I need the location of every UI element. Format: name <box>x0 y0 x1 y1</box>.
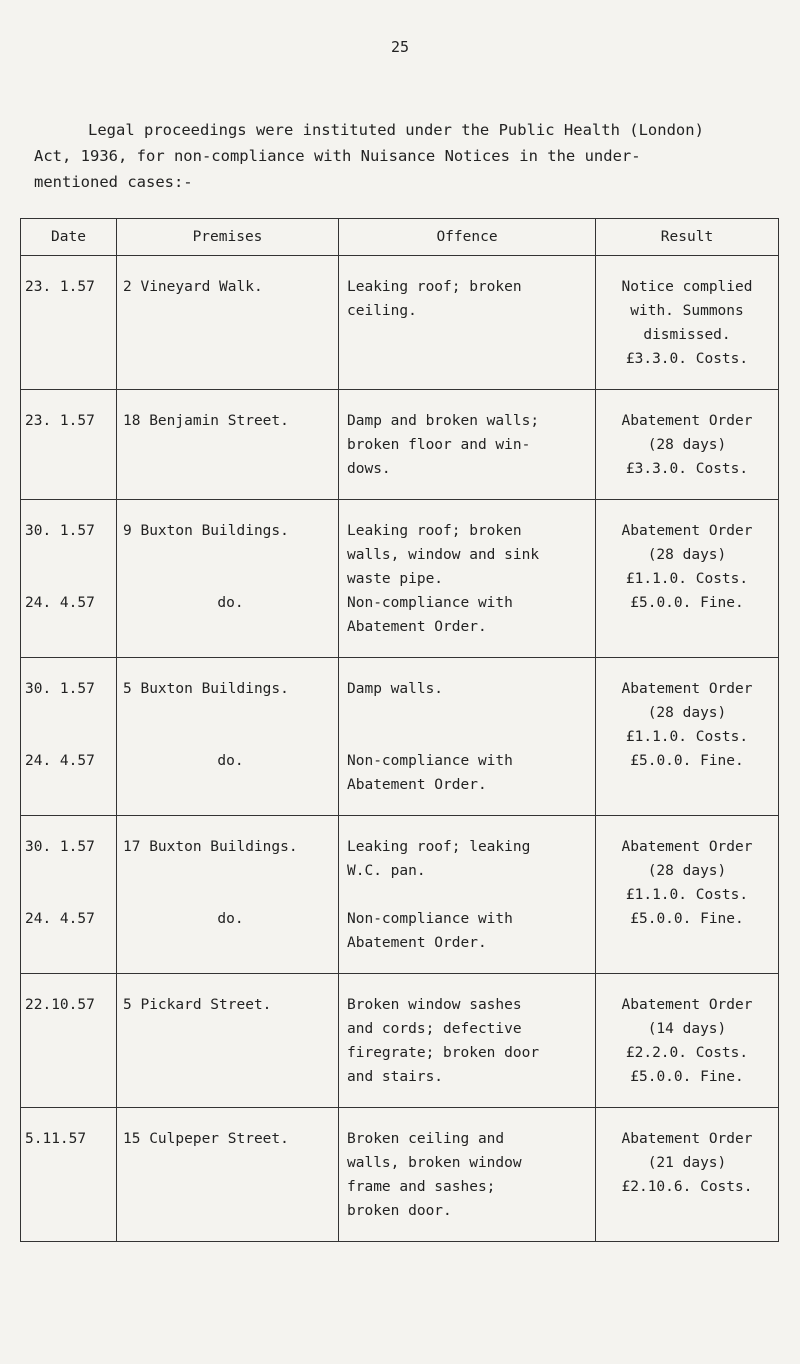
result-text: Abatement Order <box>621 413 753 429</box>
blank-line <box>123 859 338 883</box>
offence-text: Abatement Order. <box>347 619 487 635</box>
result-text: £5.0.0. Fine. <box>630 1069 744 1085</box>
table-row <box>21 390 779 500</box>
cell-premises <box>117 658 339 816</box>
legal-proceedings-table <box>20 218 779 1242</box>
offence-text: and stairs. <box>347 1069 444 1085</box>
date-text: 23. 1.57 <box>25 413 95 429</box>
date-text: 30. 1.57 <box>25 681 95 697</box>
cell-premises <box>117 500 339 658</box>
offence-text: Leaking roof; leaking <box>347 839 531 855</box>
table-row <box>21 816 779 974</box>
cell-date <box>21 974 117 1108</box>
cell-offence <box>339 974 596 1108</box>
premises-text: 15 Culpeper Street. <box>123 1131 289 1147</box>
cell-result <box>596 390 779 500</box>
result-text: dismissed. <box>643 327 731 343</box>
blank-line <box>347 701 589 725</box>
intro-line: Act, 1936, for non-compliance with Nuisance Notices in the under- <box>34 147 641 165</box>
offence-text: dows. <box>347 461 391 477</box>
blank-line <box>25 859 116 883</box>
premises-text: do. <box>217 753 244 769</box>
result-text: £1.1.0. Costs. <box>625 571 749 587</box>
result-text: £3.3.0. Costs. <box>625 351 749 367</box>
result-text: £5.0.0. Fine. <box>630 911 744 927</box>
result-text: £1.1.0. Costs. <box>625 887 749 903</box>
result-text: (28 days) <box>647 863 727 879</box>
premises-text: 5 Buxton Buildings. <box>123 681 289 697</box>
result-text: £5.0.0. Fine. <box>630 753 744 769</box>
offence-text: Non-compliance with <box>347 753 513 769</box>
cell-result <box>596 1108 779 1242</box>
result-text: (28 days) <box>647 437 727 453</box>
premises-text: 2 Vineyard Walk. <box>123 279 263 295</box>
blank-line <box>25 567 116 591</box>
cell-offence <box>339 256 596 390</box>
result-text: with. Summons <box>630 303 744 319</box>
cell-premises <box>117 256 339 390</box>
offence-text: Leaking roof; broken <box>347 523 522 539</box>
offence-text: and cords; defective <box>347 1021 522 1037</box>
blank-line <box>25 543 116 567</box>
date-text: 30. 1.57 <box>25 523 95 539</box>
cell-premises <box>117 1108 339 1242</box>
header-date: Date <box>21 219 117 256</box>
premises-text: do. <box>217 595 244 611</box>
result-text: Abatement Order <box>621 997 753 1013</box>
offence-text: walls, window and sink <box>347 547 540 563</box>
intro-line: mentioned cases:- <box>34 173 193 191</box>
header-premises: Premises <box>117 219 339 256</box>
cell-date <box>21 500 117 658</box>
cell-date <box>21 390 117 500</box>
premises-text: 9 Buxton Buildings. <box>123 523 289 539</box>
premises-text: 5 Pickard Street. <box>123 997 272 1013</box>
result-text: £1.1.0. Costs. <box>625 729 749 745</box>
offence-text: Non-compliance with <box>347 911 513 927</box>
cell-premises <box>117 390 339 500</box>
date-text: 24. 4.57 <box>25 595 95 611</box>
cell-offence <box>339 658 596 816</box>
result-text: (28 days) <box>647 705 727 721</box>
offence-text: Non-compliance with <box>347 595 513 611</box>
cell-offence <box>339 390 596 500</box>
offence-text: frame and sashes; <box>347 1179 496 1195</box>
blank-line <box>123 567 338 591</box>
cell-result <box>596 658 779 816</box>
premises-text: 17 Buxton Buildings. <box>123 839 298 855</box>
result-text: Abatement Order <box>621 839 753 855</box>
cell-premises <box>117 816 339 974</box>
cell-result <box>596 974 779 1108</box>
cell-date <box>21 658 117 816</box>
table-body <box>21 256 779 1242</box>
result-text: £5.0.0. Fine. <box>630 595 744 611</box>
cell-date <box>21 816 117 974</box>
result-text: Abatement Order <box>621 523 753 539</box>
offence-text: broken door. <box>347 1203 452 1219</box>
result-text: Abatement Order <box>621 681 753 697</box>
result-text: (21 days) <box>647 1155 727 1171</box>
cell-offence <box>339 1108 596 1242</box>
offence-text: Broken ceiling and <box>347 1131 505 1147</box>
date-text: 23. 1.57 <box>25 279 95 295</box>
blank-line <box>123 883 338 907</box>
offence-text: waste pipe. <box>347 571 444 587</box>
date-text: 30. 1.57 <box>25 839 95 855</box>
date-text: 24. 4.57 <box>25 911 95 927</box>
cell-date <box>21 256 117 390</box>
table-row <box>21 500 779 658</box>
date-text: 24. 4.57 <box>25 753 95 769</box>
result-text: Notice complied <box>621 279 753 295</box>
cell-offence <box>339 816 596 974</box>
blank-line <box>25 701 116 725</box>
table-header-row <box>21 219 779 256</box>
table-row <box>21 974 779 1108</box>
blank-line <box>347 725 589 749</box>
table-row <box>21 256 779 390</box>
offence-text: Abatement Order. <box>347 777 487 793</box>
offence-text: Broken window sashes <box>347 997 522 1013</box>
intro-line: Legal proceedings were instituted under the Public Health (London) <box>88 121 704 139</box>
table-row <box>21 1108 779 1242</box>
offence-text: W.C. pan. <box>347 863 426 879</box>
premises-text: do. <box>217 911 244 927</box>
date-text: 5.11.57 <box>25 1131 87 1147</box>
blank-line <box>123 701 338 725</box>
date-text: 22.10.57 <box>25 997 95 1013</box>
offence-text: Leaking roof; broken <box>347 279 522 295</box>
offence-text: ceiling. <box>347 303 417 319</box>
blank-line <box>123 543 338 567</box>
offence-text: firegrate; broken door <box>347 1045 540 1061</box>
header-offence: Offence <box>339 219 596 256</box>
offence-text: Damp walls. <box>347 681 444 697</box>
offence-text: walls, broken window <box>347 1155 522 1171</box>
result-text: (14 days) <box>647 1021 727 1037</box>
header-result: Result <box>596 219 779 256</box>
cell-result <box>596 816 779 974</box>
offence-text: broken floor and win- <box>347 437 531 453</box>
offence-text: Abatement Order. <box>347 935 487 951</box>
blank-line <box>123 725 338 749</box>
page-number: 25 <box>390 38 410 56</box>
cell-date <box>21 1108 117 1242</box>
blank-line <box>347 883 589 907</box>
cell-offence <box>339 500 596 658</box>
table-row <box>21 658 779 816</box>
result-text: £3.3.0. Costs. <box>625 461 749 477</box>
result-text: £2.2.0. Costs. <box>625 1045 749 1061</box>
cell-premises <box>117 974 339 1108</box>
premises-text: 18 Benjamin Street. <box>123 413 289 429</box>
cell-result <box>596 256 779 390</box>
offence-text: Damp and broken walls; <box>347 413 540 429</box>
result-text: Abatement Order <box>621 1131 753 1147</box>
result-text: £2.10.6. Costs. <box>621 1179 753 1195</box>
blank-line <box>25 883 116 907</box>
cell-result <box>596 500 779 658</box>
intro-paragraph <box>34 117 774 195</box>
blank-line <box>25 725 116 749</box>
result-text: (28 days) <box>647 547 727 563</box>
